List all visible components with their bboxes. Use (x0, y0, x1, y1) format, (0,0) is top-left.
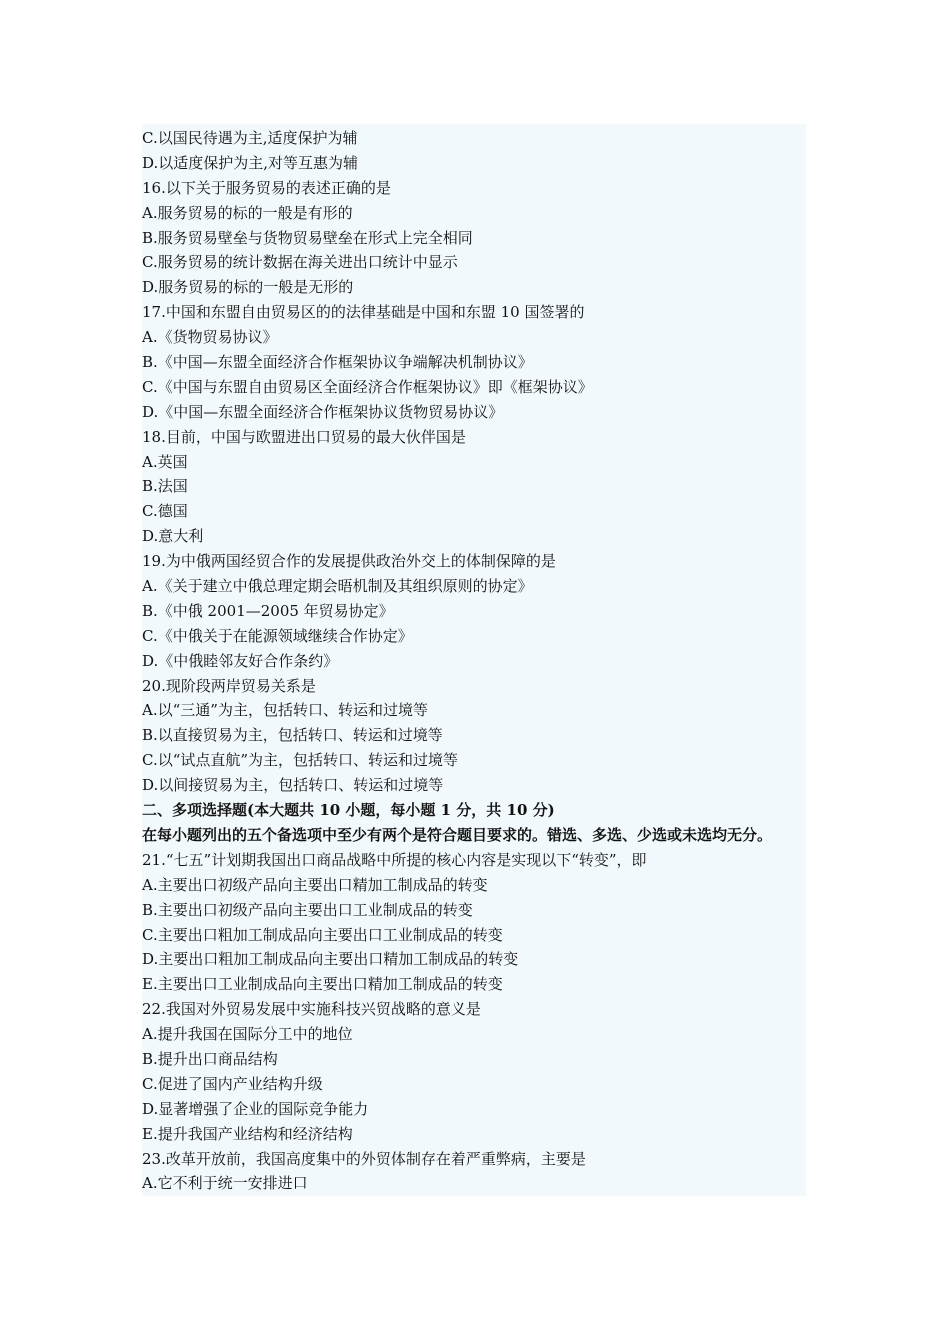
q21-option-e: E.主要出口工业制成品向主要出口精加工制成品的转变 (142, 975, 503, 994)
q19-option-b: B.《中俄 2001—2005 年贸易协定》 (142, 601, 394, 620)
q22-option-b: B.提升出口商品结构 (142, 1049, 278, 1068)
q18-option-b: B.法国 (142, 477, 188, 496)
q18-option-c: C.德国 (142, 502, 188, 521)
q16-option-d: D.服务贸易的标的一般是无形的 (142, 278, 354, 297)
q16-option-c: C.服务贸易的统计数据在海关进出口统计中显示 (142, 253, 458, 272)
q20-option-b: B.以直接贸易为主，包括转口、转运和过境等 (142, 726, 443, 745)
q15-option-d: D.以适度保护为主,对等互惠为辅 (142, 153, 359, 172)
q21-option-c: C.主要出口粗加工制成品向主要出口工业制成品的转变 (142, 925, 503, 944)
q22-option-c: C.促进了国内产业结构升级 (142, 1074, 323, 1093)
section2-heading: 二、多项选择题(本大题共 10 小题，每小题 1 分，共 10 分) (142, 801, 555, 820)
q21-option-b: B.主要出口初级产品向主要出口工业制成品的转变 (142, 900, 473, 919)
q23-option-a: A.它不利于统一安排进口 (142, 1174, 308, 1193)
q17-option-b: B.《中国—东盟全面经济合作框架协议争端解决机制协议》 (142, 353, 533, 372)
q20-option-c: C.以“试点直航”为主，包括转口、转运和过境等 (142, 751, 459, 770)
q22-stem: 22.我国对外贸易发展中实施科技兴贸战略的意义是 (142, 1000, 481, 1019)
q18-option-d: D.意大利 (142, 527, 204, 546)
q19-stem: 19.为中俄两国经贸合作的发展提供政治外交上的体制保障的是 (142, 552, 556, 571)
q17-option-d: D.《中国—东盟全面经济合作框架协议货物贸易协议》 (142, 402, 504, 421)
q18-option-a: A.英国 (142, 452, 188, 471)
section2-instruction: 在每小题列出的五个备选项中至少有两个是符合题目要求的。错选、多选、少选或未选均无分。 (142, 825, 773, 844)
q17-stem: 17.中国和东盟自由贸易区的的法律基础是中国和东盟 10 国签署的 (142, 303, 585, 322)
q16-option-a: A.服务贸易的标的一般是有形的 (142, 203, 353, 222)
q21-stem: 21.“七五”计划期我国出口商品战略中所提的核心内容是实现以下“转变”，即 (142, 850, 647, 869)
q19-option-a: A.《关于建立中俄总理定期会晤机制及其组织原则的协定》 (142, 577, 533, 596)
q17-option-c: C.《中国与东盟自由贸易区全面经济合作框架协议》即《框架协议》 (142, 377, 593, 396)
q21-option-a: A.主要出口初级产品向主要出口精加工制成品的转变 (142, 875, 488, 894)
q18-stem: 18.目前，中国与欧盟进出口贸易的最大伙伴国是 (142, 427, 466, 446)
q19-option-d: D.《中俄睦邻友好合作条约》 (142, 651, 339, 670)
q15-option-c: C.以国民待遇为主,适度保护为辅 (142, 129, 358, 147)
q22-option-a: A.提升我国在国际分工中的地位 (142, 1025, 353, 1044)
q20-stem: 20.现阶段两岸贸易关系是 (142, 676, 316, 695)
document-content (142, 124, 806, 1196)
q21-option-d: D.主要出口粗加工制成品向主要出口精加工制成品的转变 (142, 950, 519, 969)
q20-option-d: D.以间接贸易为主，包括转口、转运和过境等 (142, 776, 444, 795)
q19-option-c: C.《中俄关于在能源领域继续合作协定》 (142, 626, 413, 645)
q22-option-e: E.提升我国产业结构和经济结构 (142, 1124, 353, 1143)
q22-option-d: D.显著增强了企业的国际竞争能力 (142, 1099, 369, 1118)
q17-option-a: A.《货物贸易协议》 (142, 328, 278, 347)
q20-option-a: A.以“三通”为主，包括转口、转运和过境等 (142, 701, 428, 720)
q16-option-b: B.服务贸易壁垒与货物贸易壁垒在形式上完全相同 (142, 228, 473, 247)
q23-stem: 23.改革开放前，我国高度集中的外贸体制存在着严重弊病，主要是 (142, 1149, 586, 1168)
q16-stem: 16.以下关于服务贸易的表述正确的是 (142, 178, 391, 197)
